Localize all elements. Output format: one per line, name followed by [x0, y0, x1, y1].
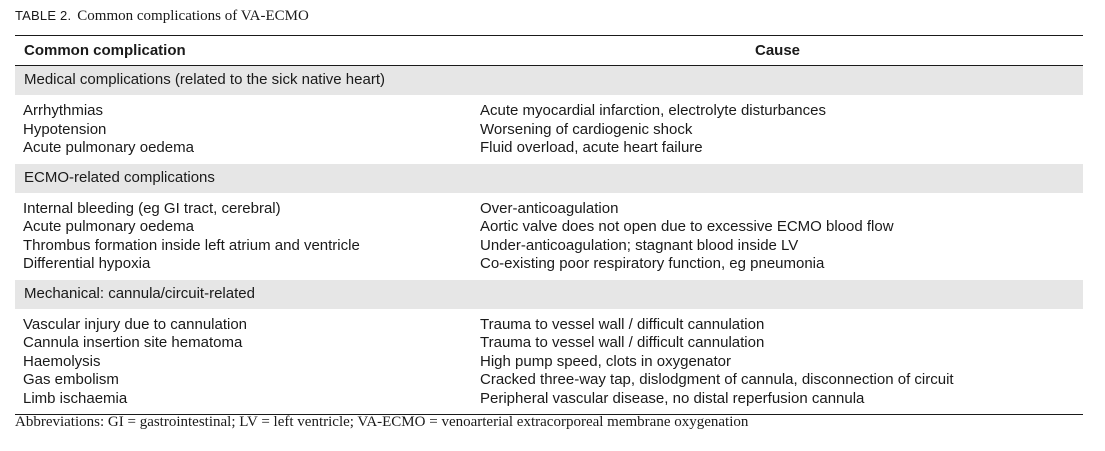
cause-cell: Co-existing poor respiratory function, eg pneumonia [480, 255, 825, 272]
table-row [15, 121, 1083, 140]
complication-cell: Internal bleeding (eg GI tract, cerebral) [23, 199, 281, 217]
cause-cell: Peripheral vascular disease, no distal reperfusion cannula [480, 389, 865, 407]
section-title: Medical complications (related to the sick native heart) [24, 71, 385, 88]
table-row [15, 102, 1083, 121]
table-row [15, 218, 1083, 237]
cause-cell: Acute myocardial infarction, electrolyte disturbances [480, 102, 826, 119]
complications-table [15, 35, 1083, 415]
column-header-cause: Cause [755, 42, 801, 59]
complication-cell: Differential hypoxia [23, 255, 151, 272]
section-header-ecmo [15, 164, 1083, 193]
cause-cell: Trauma to vessel wall / difficult cannulation [480, 334, 765, 351]
cause-cell: Over-anticoagulation [480, 199, 619, 217]
complication-cell: Hypotension [23, 120, 107, 138]
section-body-medical [15, 95, 1083, 164]
complication-cell: Arrhythmias [23, 102, 104, 119]
complication-cell: Thrombus formation inside left atrium and ventricle [23, 236, 360, 254]
table-row [15, 353, 1083, 372]
complication-cell: Vascular injury due to cannulation [23, 315, 248, 333]
cause-cell: Trauma to vessel wall / difficult cannulation [480, 315, 765, 333]
section-header-mechanical [15, 280, 1083, 309]
section-body-mechanical [15, 309, 1083, 415]
table-title: Common complications of VA-ECMO [77, 8, 309, 24]
complication-cell: Acute pulmonary oedema [23, 139, 194, 156]
section-body-ecmo [15, 193, 1083, 280]
table-caption [15, 8, 309, 25]
abbreviations-footnote: Abbreviations: GI = gastrointestinal; LV = left ventricle; VA-ECMO = venoarterial extracorporeal membrane oxygenation [15, 414, 749, 430]
table-row [15, 371, 1083, 390]
table-row [15, 390, 1083, 409]
complication-cell: Gas embolism [23, 371, 119, 388]
section-title: ECMO-related complications [24, 168, 215, 186]
cause-cell: Fluid overload, acute heart failure [480, 139, 703, 156]
complication-cell: Haemolysis [23, 352, 101, 370]
complication-cell: Acute pulmonary oedema [23, 218, 194, 235]
table-row [15, 139, 1083, 158]
cause-cell: Worsening of cardiogenic shock [480, 120, 693, 138]
complication-cell: Limb ischaemia [23, 389, 128, 407]
table-row [15, 316, 1083, 335]
cause-cell: Under-anticoagulation; stagnant blood inside LV [480, 236, 799, 254]
table-header-row [15, 36, 1083, 66]
cause-cell: Aortic valve does not open due to excessive ECMO blood flow [480, 218, 894, 235]
table-number: TABLE 2. [15, 8, 72, 23]
section-header-medical [15, 66, 1083, 95]
column-header-complication: Common complication [24, 42, 186, 59]
table-row [15, 237, 1083, 256]
table-row [15, 255, 1083, 274]
table-row [15, 334, 1083, 353]
section-title: Mechanical: cannula/circuit-related [24, 284, 255, 302]
cause-cell: Cracked three-way tap, dislodgment of cannula, disconnection of circuit [480, 371, 954, 388]
cause-cell: High pump speed, clots in oxygenator [480, 352, 731, 370]
table-row [15, 200, 1083, 219]
complication-cell: Cannula insertion site hematoma [23, 334, 243, 351]
